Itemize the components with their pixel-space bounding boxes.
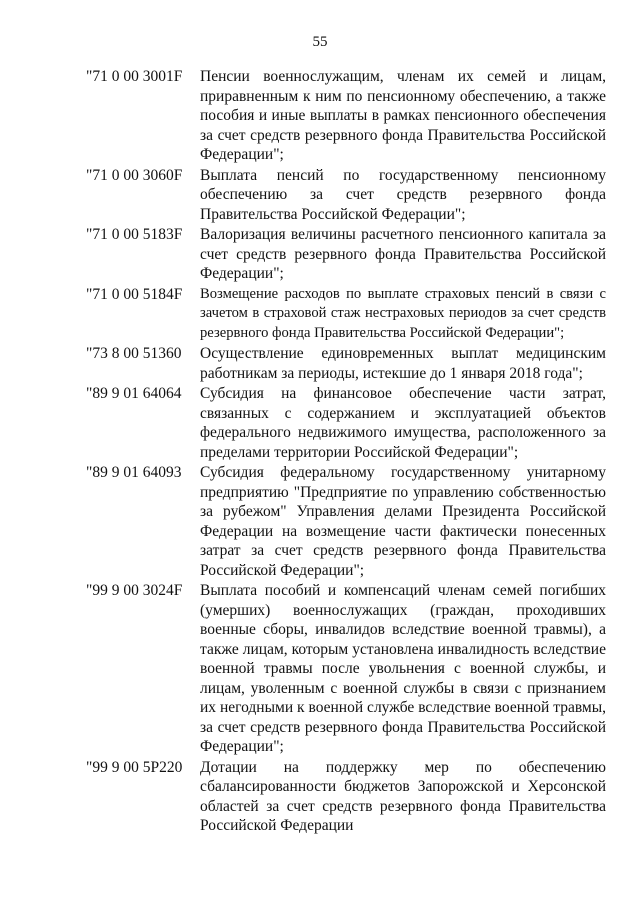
code-description: Субсидия федеральному государственному унитарному предприятию "Предприятие по управлению собственностью за рубежом" Управления делами Президента Российской Федерации на возмещение части фактически понесенных затрат за счет средств резервного фонда Правительства Российской Федерации"; [200,464,606,579]
code-description: Валоризация величины расчетного пенсионного капитала за счет средств резервного фонда Правительства Российской Федерации"; [200,226,606,282]
budget-code: "71 0 00 5183F [86,226,183,243]
list-item [86,581,606,757]
code-description: Субсидия на финансовое обеспечение части затрат, связанных с содержанием и эксплуатацией объектов федерального недвижимого имущества, расположенного за пределами территории Российской Федерации"; [200,385,606,461]
list-item [86,758,606,836]
list-item [86,344,606,383]
budget-code: "71 0 00 3001F [86,68,183,85]
budget-code: "89 9 01 64093 [86,464,182,481]
code-description: Возмещение расходов по выплате страховых пенсий в связи с зачетом в страховой стаж нестраховых периодов за счет средств резервного фонда Правительства Российской Федерации"; [200,285,606,341]
code-description: Выплата пенсий по государственному пенсионному обеспечению за счет средств резервного фонда Правительства Российской Федерации"; [200,166,606,223]
budget-code: "99 9 00 5P220 [86,758,183,776]
budget-code: "89 9 01 64064 [86,385,182,402]
page-number: 55 [312,34,328,50]
list-item [86,225,606,284]
budget-code: "99 9 00 3024F [86,582,183,599]
list-item [86,463,606,580]
code-description: Выплата пособий и компенсаций членам семей погибших (умерших) военнослужащих (граждан, проходивших военные сборы, инвалидов вследствие военной травмы), а также лицам, которым установлена инвалидность вследствие военной травмы после увольнения с военной службы, и лицам, уволенным с военной службы в связи с признанием их негодными к военной службе вследствие военной травмы, за счет средств резервного фонда Правительства Российской Федерации"; [200,582,606,755]
budget-code: "73 8 00 51360 [86,345,182,362]
budget-code: "71 0 00 3060F [86,166,183,184]
budget-code: "71 0 00 5184F [86,285,183,303]
list-item [86,285,606,344]
list-item [86,166,606,225]
budget-code-list [86,67,606,836]
code-description: Дотации на поддержку мер по обеспечению сбалансированности бюджетов Запорожской и Херсонской областей за счет средств резервного фонда Правительства Российской Федерации [200,758,606,834]
code-description: Осуществление единовременных выплат медицинским работникам за периоды, истекшие до 1 января 2018 года"; [200,345,606,382]
list-item [86,67,606,165]
code-description: Пенсии военнослужащим, членам их семей и лицам, приравненным к ним по пенсионному обеспечению, а также пособия и иные выплаты в рамках пенсионного обеспечения за счет средств резервного фонда Правительства Российской Федерации"; [200,68,606,163]
list-item [86,384,606,462]
